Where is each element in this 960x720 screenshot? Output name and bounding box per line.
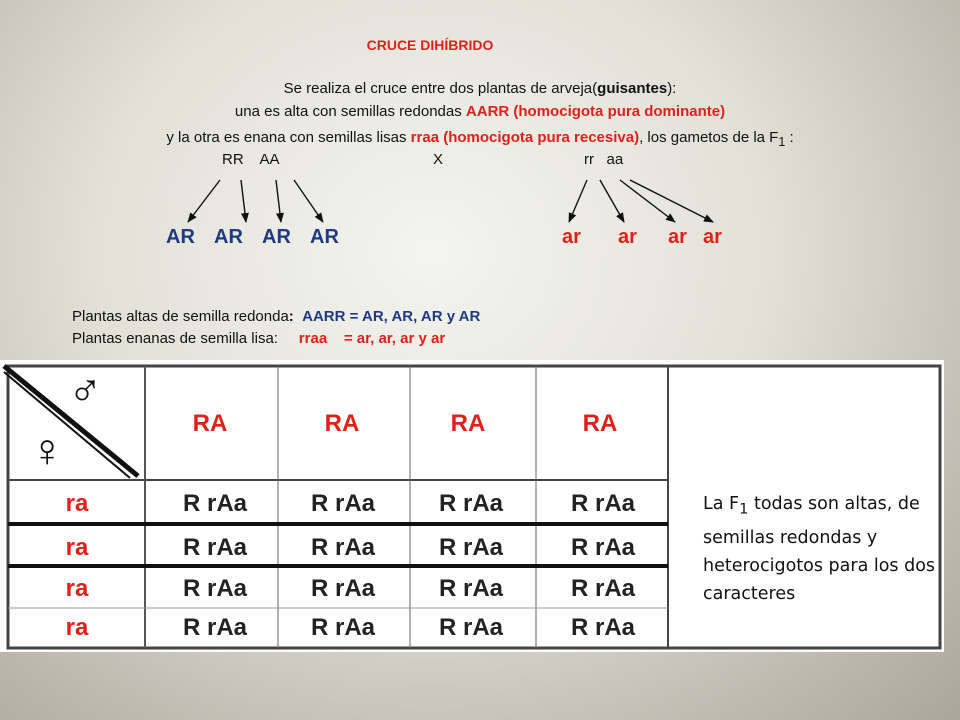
column-header-gamete: RA xyxy=(582,410,618,437)
f1-subscript: 1 xyxy=(778,135,786,149)
male-symbol-icon: ♂ xyxy=(68,364,103,416)
dwarf-plants-line xyxy=(72,330,445,347)
genotype-cell: R rAa xyxy=(570,534,636,561)
dominant-genotype: AARR (homocigota pura dominante) xyxy=(465,103,726,120)
row-header-gamete: ra xyxy=(65,575,89,602)
gamete-recessive: ar xyxy=(668,226,687,248)
tall-plants-line xyxy=(72,308,480,325)
gamete-recessive: ar xyxy=(618,226,637,248)
column-header-gamete: RA xyxy=(192,410,228,437)
genotype-cell: R rAa xyxy=(310,490,376,517)
note-text-start: La F xyxy=(703,494,740,514)
genotype-cell: R rAa xyxy=(182,614,248,641)
genotype-cell: R rAa xyxy=(438,575,504,602)
female-symbol-icon: ♀ xyxy=(30,424,65,476)
genotype-cell: R rAa xyxy=(310,575,376,602)
genotype-cell: R rAa xyxy=(438,534,504,561)
intro-line-2-text: una es alta con semillas redondas xyxy=(234,103,466,120)
genotype-cell: R rAa xyxy=(438,614,504,641)
page-title: CRUCE DIHÍBRIDO xyxy=(366,37,494,53)
gamete-dominant: AR xyxy=(214,226,243,248)
arrow-line xyxy=(600,180,624,222)
row-header-gamete: ra xyxy=(65,614,89,641)
intro-line-1-text: Se realiza el cruce entre dos plantas de arveja( xyxy=(283,80,598,97)
gamete-dominant: AR xyxy=(166,226,195,248)
dwarf-plants-gametes: = ar, ar, ar y ar xyxy=(343,330,446,347)
arrow-line xyxy=(294,180,323,222)
column-header-gamete: RA xyxy=(450,410,486,437)
arrow-line xyxy=(276,180,281,222)
arrow-line xyxy=(188,180,220,222)
row-header-gamete: ra xyxy=(65,490,89,517)
intro-line-3-mid: , los gametos de la F xyxy=(639,129,779,146)
tall-plants-label: Plantas altas de semilla redonda xyxy=(72,308,289,325)
note-text-rest: todas son altas, de semillas redondas y heterocigotos para los dos caracteres xyxy=(703,494,936,604)
dwarf-plants-code: rraa xyxy=(298,330,328,347)
tall-plants-colon: : xyxy=(288,308,294,325)
tall-plants-gametes: AARR = AR, AR, AR y AR xyxy=(302,308,481,325)
genotype-cell: R rAa xyxy=(438,490,504,517)
arrow-line xyxy=(630,180,713,222)
gamete-dominant: AR xyxy=(310,226,339,248)
note-f1-subscript: 1 xyxy=(739,500,749,518)
recessive-genotype: rraa (homocigota pura recesiva) xyxy=(410,129,640,146)
genotype-cell: R rAa xyxy=(570,575,636,602)
cross-symbol: X xyxy=(433,151,444,168)
dwarf-plants-label: Plantas enanas de semilla lisa: xyxy=(72,330,278,347)
arrow-line xyxy=(241,180,246,222)
intro-line-1-end: ): xyxy=(667,80,677,97)
genotype-cell: R rAa xyxy=(570,614,636,641)
genotype-cell: R rAa xyxy=(310,534,376,561)
gamete-recessive: ar xyxy=(562,226,581,248)
arrow-line xyxy=(620,180,675,222)
column-header-gamete: RA xyxy=(324,410,360,437)
intro-line-3-text: y la otra es enana con semillas lisas xyxy=(166,129,411,146)
genotype-cell: R rAa xyxy=(182,575,248,602)
genotype-cell: R rAa xyxy=(310,614,376,641)
cross-right-parent: rr aa xyxy=(584,151,624,168)
intro-line-1-bold: guisantes xyxy=(597,80,668,97)
gamete-recessive: ar xyxy=(703,226,722,248)
cross-left-parent: RR AA xyxy=(222,151,280,168)
genotype-cell: R rAa xyxy=(570,490,636,517)
genotype-cell: R rAa xyxy=(182,490,248,517)
f1-conclusion-note xyxy=(703,490,943,608)
gamete-dominant: AR xyxy=(262,226,291,248)
genotype-cell: R rAa xyxy=(182,534,248,561)
intro-line-3-end: : xyxy=(785,129,794,146)
row-header-gamete: ra xyxy=(65,534,89,561)
arrow-line xyxy=(569,180,587,222)
